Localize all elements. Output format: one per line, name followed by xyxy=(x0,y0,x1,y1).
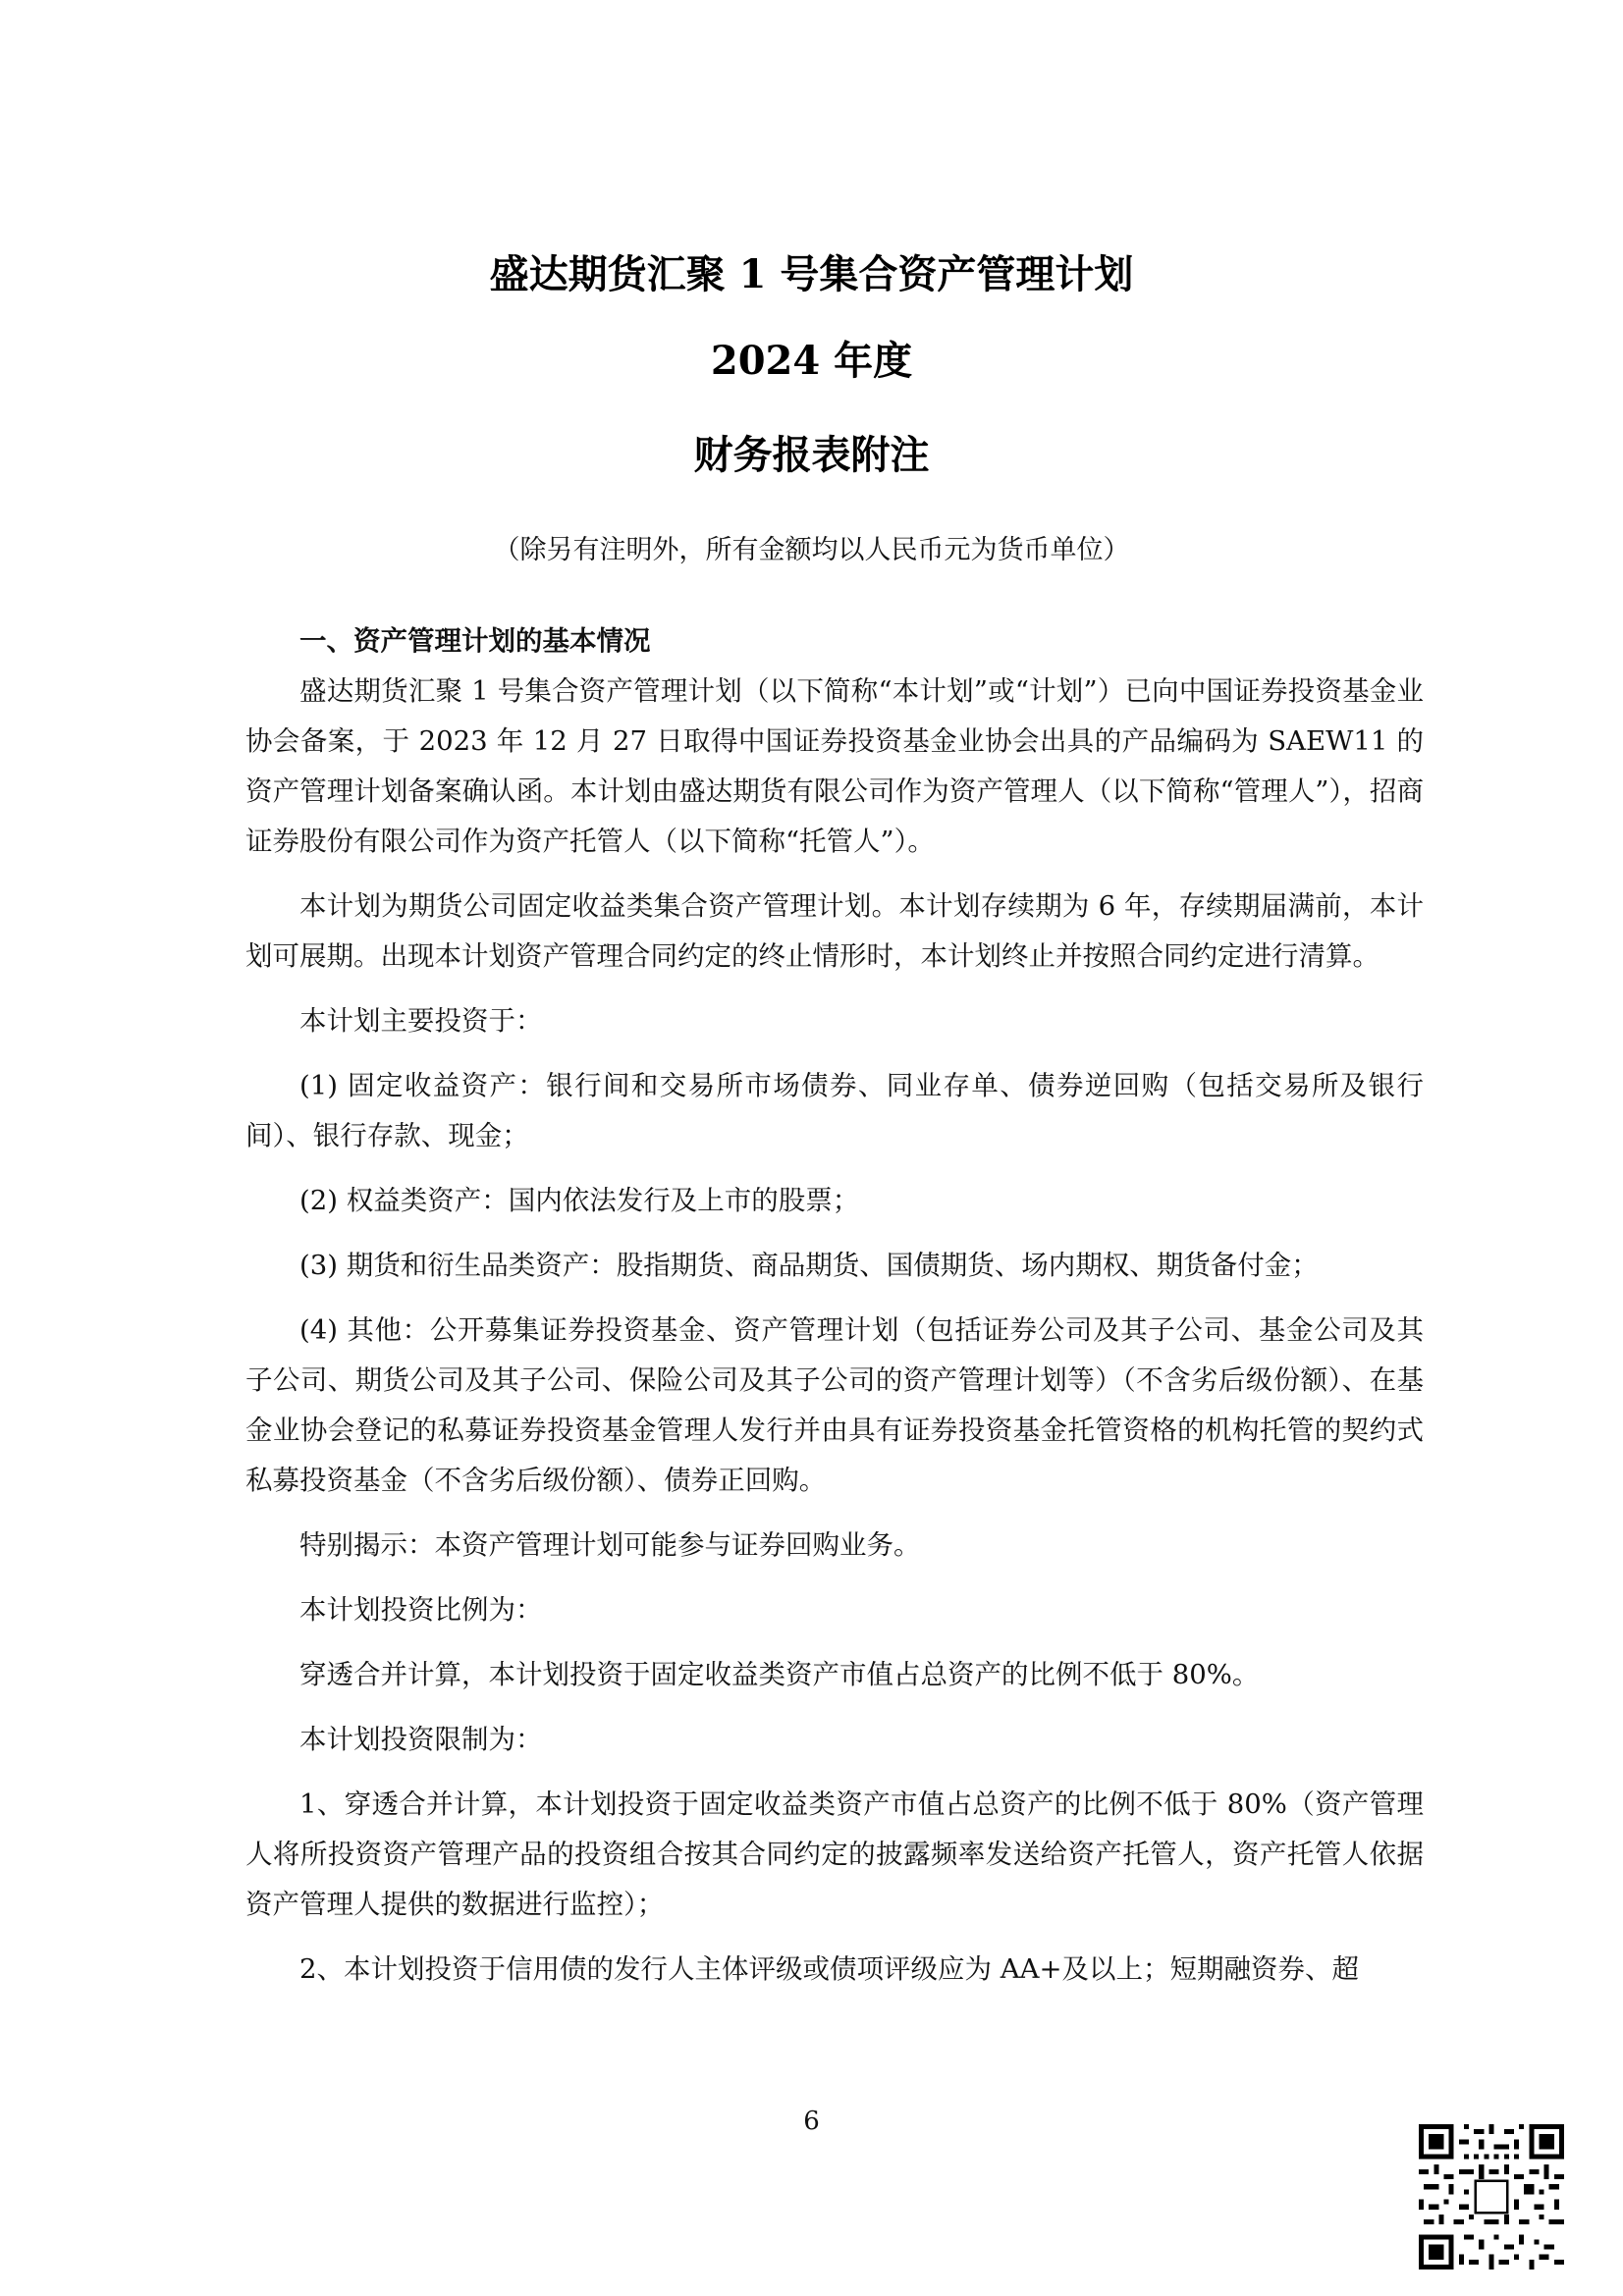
currency-note: （除另有注明外，所有金额均以人民币元为货币单位） xyxy=(493,535,1130,565)
report-year: 2024 年度 xyxy=(710,338,913,384)
paragraph: 本计划主要投资于： xyxy=(299,1005,543,1037)
list-item: (3) 期货和衍生品类资产：股指期货、商品期货、国债期货、场内期权、期货备付金； xyxy=(299,1250,1319,1281)
paragraph: 特别揭示：本资产管理计划可能参与证券回购业务。 xyxy=(299,1529,921,1561)
list-item: 1、穿透合并计算，本计划投资于固定收益类资产市值占总资产的比例不低于 80%（资产管理人将所投资资产管理产品的投资组合按其合同约定的披露频率发送给资产托管人，资产托管人依据资产管理人提供的数据进行监控）； xyxy=(245,1789,1424,1920)
section-basic-info xyxy=(245,616,1424,2009)
paragraph: 盛达期货汇聚 1 号集合资产管理计划（以下简称“本计划”或“计划”）已向中国证券投资基金业协会备案，于 2023 年 12 月 27 日取得中国证券投资基金业协会出具的产品编码为 SAEW11 的资产管理计划备案确认函。本计划由盛达期货有限公司作为资产管理人（以下简称“管理人”），招商证券股份有限公司作为资产托管人（以下简称“托管人”）。 xyxy=(245,675,1424,857)
report-title: 盛达期货汇聚 1 号集合资产管理计划 xyxy=(489,251,1134,297)
paragraph: 本计划投资限制为： xyxy=(299,1724,543,1755)
list-item: (4) 其他：公开募集证券投资基金、资产管理计划（包括证券公司及其子公司、基金公司及其子公司、期货公司及其子公司、保险公司及其子公司的资产管理计划等）（不含劣后级份额）、在基金业协会登记的私募证券投资基金管理人发行并由具有证券投资基金托管资格的机构托管的契约式私募投资基金（不含劣后级份额）、债券正回购。 xyxy=(245,1314,1424,1496)
paragraph: 穿透合并计算，本计划投资于固定收益类资产市值占总资产的比例不低于 80%。 xyxy=(299,1659,1260,1690)
report-subtitle: 财务报表附注 xyxy=(693,432,930,478)
list-item: (1) 固定收益资产：银行间和交易所市场债券、同业存单、债券逆回购（包括交易所及银行间）、银行存款、现金； xyxy=(245,1070,1424,1151)
paragraph: 本计划为期货公司固定收益类集合资产管理计划。本计划存续期为 6 年，存续期届满前，本计划可展期。出现本计划资产管理合同约定的终止情形时，本计划终止并按照合同约定进行清算。 xyxy=(245,890,1424,972)
paragraph: 本计划投资比例为： xyxy=(299,1594,543,1626)
section-heading: 一、资产管理计划的基本情况 xyxy=(299,625,651,657)
list-item: 2、本计划投资于信用债的发行人主体评级或债项评级应为 AA+及以上；短期融资券、超 xyxy=(299,1953,1359,1985)
verification-qr-code-icon xyxy=(1419,2124,1564,2269)
list-item: (2) 权益类资产：国内依法发行及上市的股票； xyxy=(299,1185,860,1216)
page-number: 6 xyxy=(803,2107,820,2136)
